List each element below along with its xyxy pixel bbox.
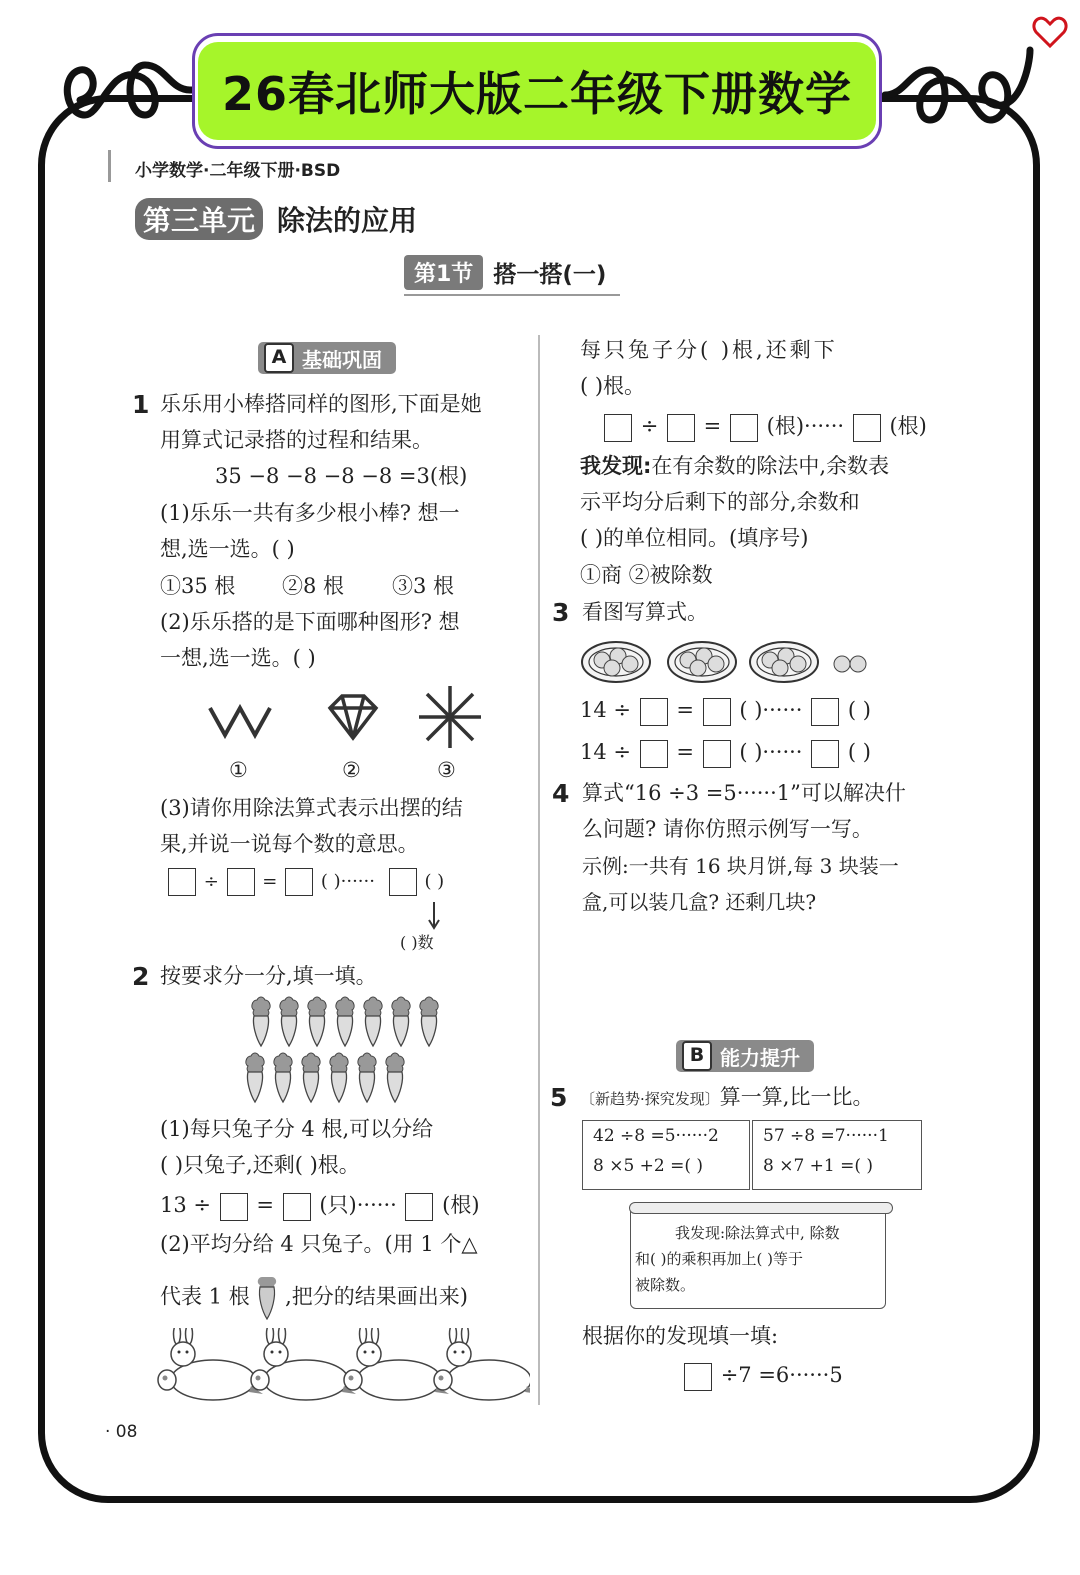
page-number: · 08 xyxy=(105,1422,138,1442)
q5-fill-prompt: 根据你的发现填一填: xyxy=(582,1324,779,1348)
banner-title: 26春北师大版二年级下册数学 xyxy=(221,67,852,121)
section-title: 搭一搭(一) xyxy=(493,262,607,288)
q3-equation1: 14 ÷ = ( )······ ( ) xyxy=(580,692,871,728)
answer-box[interactable] xyxy=(853,414,881,442)
q1-stem-line1: 乐乐用小棒搭同样的图形,下面是她 xyxy=(160,392,482,416)
answer-box[interactable] xyxy=(220,1193,248,1221)
q1-part2-line1: (2)乐乐搭的是下面哪种图形? 想 xyxy=(160,610,460,634)
q2-part1-line2: ( )只兔子,还剩( )根。 xyxy=(160,1153,360,1177)
header-rule xyxy=(108,150,111,182)
q1-option3: ③3 根 xyxy=(392,574,455,598)
q4-number: 4 xyxy=(552,779,570,808)
heart-icon xyxy=(1030,12,1070,52)
q1-option1: ①35 根 xyxy=(160,574,236,598)
q5-table-cell1: 42 ÷8 =5······2 8 ×5 +2 =( ) xyxy=(582,1120,750,1190)
discovery-options: ①商 ②被除数 xyxy=(580,563,713,587)
answer-box[interactable] xyxy=(227,868,255,896)
q1-formula: 35 −8 −8 −8 −8 =3(根) xyxy=(215,464,468,488)
book-header: 小学数学·二年级下册·BSD xyxy=(135,161,341,181)
answer-box[interactable] xyxy=(604,414,632,442)
q2-part3-line1: 每只兔子分( )根,还剩下 xyxy=(580,338,838,362)
q5-number: 5 xyxy=(550,1083,568,1112)
radish-group xyxy=(240,996,445,1104)
star-figure xyxy=(415,682,485,752)
radish-icon xyxy=(256,1275,278,1321)
column-divider xyxy=(538,335,540,1405)
answer-box[interactable] xyxy=(703,740,731,768)
q5-table-cell2: 57 ÷8 =7······1 8 ×7 +1 =( ) xyxy=(752,1120,922,1190)
figure2-label: ② xyxy=(342,758,361,782)
answer-box[interactable] xyxy=(283,1193,311,1221)
q1-part1-line2: 想,选一选。( ) xyxy=(160,537,295,561)
q4-stem-line1: 算式“16 ÷3 =5······1”可以解决什 xyxy=(582,781,906,805)
q2-division-equation: 13 ÷ = (只)······ (根) xyxy=(160,1187,480,1223)
unit-tag: 第三单元 xyxy=(135,198,263,240)
section-heading xyxy=(404,255,620,296)
q3-stem: 看图写算式。 xyxy=(582,600,708,624)
figure3-label: ③ xyxy=(437,758,456,782)
section-badge: 第1节 xyxy=(404,255,483,290)
discovery-line3: ( )的单位相同。(填序号) xyxy=(580,526,809,550)
figure1-label: ① xyxy=(229,758,248,782)
q5-final-equation: ÷7 =6······5 xyxy=(682,1357,843,1393)
q1-division-equation: ÷ = ( )······ ( ) xyxy=(166,864,444,900)
q3-number: 3 xyxy=(552,598,570,627)
answer-box[interactable] xyxy=(168,868,196,896)
part-b-label: 能力提升 xyxy=(720,1045,800,1070)
q1-option2: ②8 根 xyxy=(282,574,345,598)
answer-box[interactable] xyxy=(667,414,695,442)
q2-part3-line2: ( )根。 xyxy=(580,374,646,398)
q1-part3-line1: (3)请你用除法算式表示出摆的结 xyxy=(160,796,463,820)
answer-box[interactable] xyxy=(684,1363,712,1391)
fan-figure xyxy=(322,690,384,745)
q1-part3-line2: 果,并说一说每个数的意思。 xyxy=(160,832,419,856)
part-a-letter: A xyxy=(264,343,294,373)
part-a-header xyxy=(258,342,396,374)
answer-box[interactable] xyxy=(640,698,668,726)
q2-part3-equation: ÷ = (根)······ (根) xyxy=(602,408,927,444)
q2-part1-line1: (1)每只兔子分 4 根,可以分给 xyxy=(160,1117,434,1141)
part-b-letter: B xyxy=(682,1041,712,1071)
q1-part1-line1: (1)乐乐一共有多少根小棒? 想一 xyxy=(160,501,460,525)
scroll-top-decoration xyxy=(629,1202,893,1214)
q1-part2-line2: 一想,选一选。( ) xyxy=(160,646,316,670)
q3-equation2: 14 ÷ = ( )······ ( ) xyxy=(580,734,871,770)
left-swirl-decoration xyxy=(40,45,200,135)
q1-stem-line2: 用算式记录搭的过程和结果。 xyxy=(160,428,433,452)
q2-part2-line2: 代表 1 根 ,把分的结果画出来) xyxy=(160,1275,468,1321)
q2-stem: 按要求分一分,填一填。 xyxy=(160,964,377,988)
zigzag-figure xyxy=(205,700,275,745)
discovery-line1: 我发现:在有余数的除法中,余数表 xyxy=(580,454,890,478)
discovery-note: 我发现:除法算式中, 除数 和( )的乘积再加上( )等于 被除数。 xyxy=(630,1207,886,1309)
discovery-line2: 示平均分后剩下的部分,余数和 xyxy=(580,490,860,514)
part-b-header xyxy=(676,1040,814,1072)
answer-box[interactable] xyxy=(640,740,668,768)
rabbits-with-plates xyxy=(155,1328,530,1408)
answer-box[interactable] xyxy=(811,740,839,768)
q5-stem: 〔新趋势·探究发现〕算一算,比一比。 xyxy=(580,1085,874,1109)
answer-box[interactable] xyxy=(405,1193,433,1221)
unit-heading xyxy=(135,198,417,240)
unit-title: 除法的应用 xyxy=(277,204,418,237)
answer-box[interactable] xyxy=(811,698,839,726)
q2-number: 2 xyxy=(132,962,150,991)
arrow-label: ( )数 xyxy=(400,933,434,952)
q5-tag: 〔新趋势·探究发现〕 xyxy=(580,1090,720,1108)
q4-example-line1: 示例:一共有 16 块月饼,每 3 块装一 xyxy=(582,854,899,878)
q4-example-line2: 盒,可以装几盒? 还剩几块? xyxy=(582,890,817,914)
q4-stem-line2: 么问题? 请你仿照示例写一写。 xyxy=(582,817,873,841)
q1-number: 1 xyxy=(132,390,150,419)
answer-box[interactable] xyxy=(285,868,313,896)
answer-box[interactable] xyxy=(389,868,417,896)
q2-part2-line1: (2)平均分给 4 只兔子。(用 1 个△ xyxy=(160,1232,478,1256)
answer-box[interactable] xyxy=(703,698,731,726)
apple-plates xyxy=(578,632,878,688)
answer-box[interactable] xyxy=(730,414,758,442)
part-a-label: 基础巩固 xyxy=(302,347,382,372)
